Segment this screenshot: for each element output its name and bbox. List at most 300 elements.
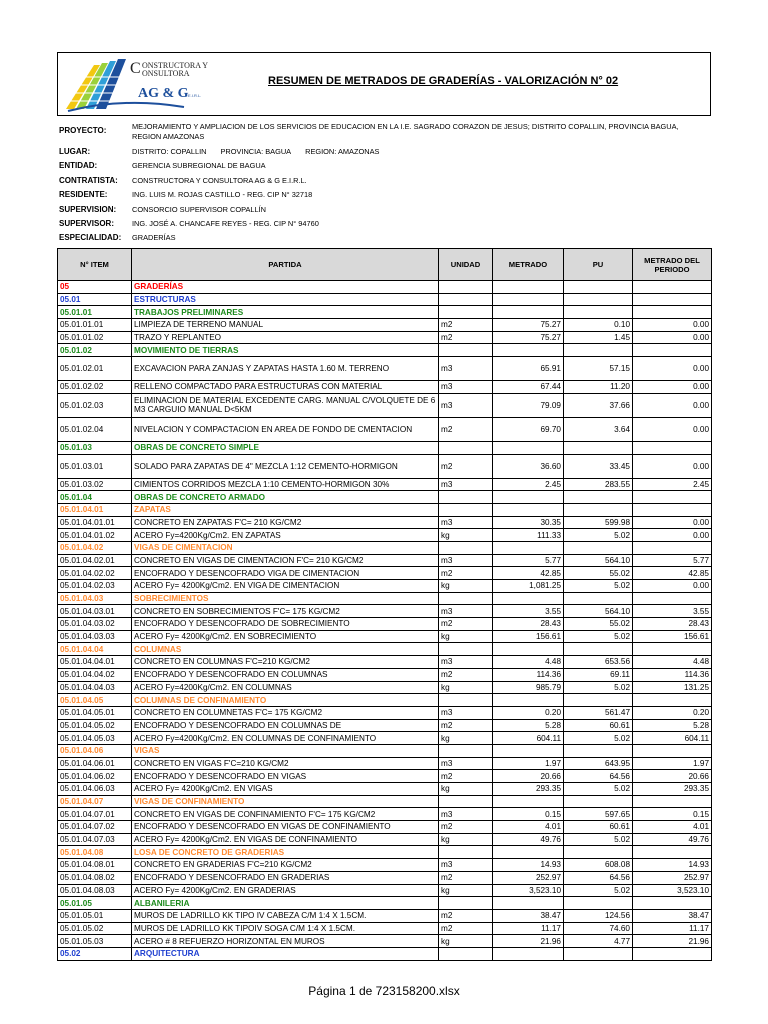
cell-item: 05.01.04.06.01 [58,757,132,770]
cell-metrado: 79.09 [493,393,564,417]
cell-periodo: 0.00 [633,529,712,542]
cell-pu [564,643,633,656]
cell-pu: 55.02 [564,567,633,580]
cell-unidad: kg [439,833,493,846]
info-value-entidad: GERENCIA SUBREGIONAL DE BAGUA [132,161,266,170]
cell-pu [564,491,633,504]
table-row [58,757,712,770]
cell-unidad [439,441,493,454]
table-row [58,821,712,834]
info-label-lugar: LUGAR: [59,147,91,156]
table-row [58,859,712,872]
cell-item: 05.01.02 [58,344,132,357]
cell-pu: 60.61 [564,821,633,834]
cell-partida: OBRAS DE CONCRETO ARMADO [132,491,439,504]
table-row [58,503,712,516]
lugar-distrito: DISTRITO: COPALLIN [132,147,207,156]
table-row [58,909,712,922]
table-row [58,491,712,504]
cell-pu [564,846,633,859]
table-row [58,344,712,357]
info-label-supervisor: SUPERVISOR: [59,219,114,228]
cell-item: 05.01.04.02.01 [58,554,132,567]
cell-pu: 69.11 [564,668,633,681]
cell-unidad: m3 [439,656,493,669]
cell-partida: CONCRETO EN VIGAS F'C=210 KG/CM2 [132,757,439,770]
cell-unidad: m2 [439,922,493,935]
cell-pu: 64.56 [564,770,633,783]
cell-unidad: m3 [439,393,493,417]
logo-line1: ONSTRUCTORA Y [142,61,209,70]
cell-pu: 5.02 [564,833,633,846]
cell-item: 05 [58,281,132,294]
table-row [58,306,712,319]
info-value-supervision: CONSORCIO SUPERVISOR COPALLÍN [132,205,267,214]
cell-periodo: 2.45 [633,478,712,491]
table-row [58,935,712,948]
table-row [58,897,712,910]
cell-unidad: m2 [439,319,493,332]
cell-unidad [439,503,493,516]
cell-partida: ZAPATAS [132,503,439,516]
table-row [58,732,712,745]
cell-partida: TRAZO Y REPLANTEO [132,331,439,344]
cell-partida: ACERO Fy= 4200Kg/Cm2. EN VIGAS DE CONFINAMIENTO [132,833,439,846]
cell-metrado: 30.35 [493,516,564,529]
cell-partida: ARQUITECTURA [132,947,439,960]
table-row [58,808,712,821]
cell-item: 05.02 [58,947,132,960]
cell-metrado [493,503,564,516]
cell-item: 05.01.04.03 [58,592,132,605]
table-row [58,516,712,529]
cell-unidad: m2 [439,770,493,783]
cell-item: 05.01.05 [58,897,132,910]
cell-item: 05.01.04.07 [58,795,132,808]
table-row [58,529,712,542]
info-value-contratista: CONSTRUCTORA Y CONSULTORA AG & G E.I.R.L. [132,176,307,185]
cell-metrado [493,306,564,319]
cell-metrado: 2.45 [493,478,564,491]
cell-unidad [439,795,493,808]
cell-unidad: m3 [439,808,493,821]
cell-unidad: m2 [439,331,493,344]
cell-partida: CONCRETO EN COLUMNAS F'C=210 KG/CM2 [132,656,439,669]
cell-item: 05.01.03.01 [58,454,132,478]
table-row [58,656,712,669]
cell-unidad [439,846,493,859]
table-row [58,554,712,567]
cell-pu: 74.60 [564,922,633,935]
cell-item: 05.01.04.08 [58,846,132,859]
cell-unidad [439,694,493,707]
cell-partida: ACERO Fy= 4200Kg/Cm2. EN VIGAS [132,783,439,796]
cell-periodo: 3.55 [633,605,712,618]
cell-periodo: 114.36 [633,668,712,681]
cell-metrado: 252.97 [493,871,564,884]
cell-periodo: 0.00 [633,381,712,394]
document-header [57,52,711,116]
cell-item: 05.01.04.05.01 [58,706,132,719]
cell-periodo: 42.85 [633,567,712,580]
cell-periodo [633,643,712,656]
cell-metrado: 21.96 [493,935,564,948]
info-value-proyecto: MEJORAMIENTO Y AMPLIACION DE LOS SERVICIOS DE EDUCACION EN LA I.E. SAGRADO CORAZON DE JESUS; DISTRITO COPALLIN, PROVINCIA BAGUA, REGION AMAZONAS [132,122,679,141]
cell-unidad [439,491,493,504]
cell-metrado [493,293,564,306]
cell-item: 05.01.01.02 [58,331,132,344]
cell-partida: ESTRUCTURAS [132,293,439,306]
cell-partida: OBRAS DE CONCRETO SIMPLE [132,441,439,454]
cell-pu: 597.65 [564,808,633,821]
cell-periodo: 0.00 [633,580,712,593]
cell-unidad [439,592,493,605]
cell-metrado: 4.48 [493,656,564,669]
cell-metrado: 293.35 [493,783,564,796]
cell-metrado [493,744,564,757]
cell-partida: VIGAS [132,744,439,757]
cell-item: 05.01.04.07.01 [58,808,132,821]
table-row [58,706,712,719]
cell-pu [564,795,633,808]
table-row [58,393,712,417]
cell-unidad [439,947,493,960]
cell-partida: ACERO # 8 REFUERZO HORIZONTAL EN MUROS [132,935,439,948]
cell-unidad: kg [439,630,493,643]
cell-partida: LIMPIEZA DE TERRENO MANUAL [132,319,439,332]
cell-periodo [633,947,712,960]
table-row [58,719,712,732]
cell-periodo: 0.00 [633,357,712,381]
cell-item: 05.01.04.08.01 [58,859,132,872]
cell-partida: TRABAJOS PRELIMINARES [132,306,439,319]
table-row [58,592,712,605]
cell-item: 05.01.04.01.01 [58,516,132,529]
table-row [58,833,712,846]
cell-metrado: 67.44 [493,381,564,394]
cell-unidad [439,306,493,319]
cell-metrado [493,795,564,808]
cell-unidad [439,281,493,294]
cell-periodo [633,503,712,516]
cell-partida: ENCOFRADO Y DESENCOFRADO VIGA DE CIMENTACION [132,567,439,580]
col-header-unidad: UNIDAD [439,249,493,281]
cell-item: 05.01.05.01 [58,909,132,922]
cell-metrado [493,643,564,656]
cell-partida: ACERO Fy=4200Kg/Cm2. EN ZAPATAS [132,529,439,542]
table-row [58,884,712,897]
cell-partida: COLUMNAS DE CONFINAMIENTO [132,694,439,707]
cell-unidad: kg [439,935,493,948]
info-value-residente: ING. LUIS M. ROJAS CASTILLO - REG. CIP N° 32718 [132,190,313,199]
cell-unidad: m3 [439,516,493,529]
cell-partida: ALBANILERIA [132,897,439,910]
table-row [58,770,712,783]
cell-item: 05.01.04.05 [58,694,132,707]
cell-pu: 643.95 [564,757,633,770]
cell-pu: 5.02 [564,580,633,593]
info-label-residente: RESIDENTE: [59,190,108,199]
cell-pu [564,947,633,960]
cell-periodo [633,293,712,306]
cell-metrado: 38.47 [493,909,564,922]
cell-pu [564,897,633,910]
cell-periodo: 11.17 [633,922,712,935]
cell-pu: 564.10 [564,554,633,567]
table-row [58,630,712,643]
info-value-lugar [132,147,707,157]
cell-unidad: m2 [439,417,493,441]
cell-item: 05.01.04.03.02 [58,618,132,631]
cell-pu: 3.64 [564,417,633,441]
cell-item: 05.01.04.06.02 [58,770,132,783]
cell-periodo [633,795,712,808]
cell-metrado [493,441,564,454]
cell-item: 05.01.04.04 [58,643,132,656]
cell-partida: COLUMNAS [132,643,439,656]
cell-partida: SOBRECIMIENTOS [132,592,439,605]
cell-pu: 561.47 [564,706,633,719]
cell-periodo [633,281,712,294]
table-row [58,744,712,757]
cell-pu: 599.98 [564,516,633,529]
cell-item: 05.01.04.01.02 [58,529,132,542]
cell-metrado: 4.01 [493,821,564,834]
cell-item: 05.01.04.01 [58,503,132,516]
cell-item: 05.01.04.07.02 [58,821,132,834]
cell-item: 05.01.04.07.03 [58,833,132,846]
table-row [58,357,712,381]
cell-periodo: 0.00 [633,331,712,344]
cell-metrado [493,897,564,910]
cell-metrado: 3,523.10 [493,884,564,897]
cell-unidad: m3 [439,478,493,491]
cell-metrado [493,281,564,294]
metrados-table [57,248,712,961]
cell-unidad: m2 [439,909,493,922]
cell-partida: ENCOFRADO Y DESENCOFRADO DE SOBRECIMIENTO [132,618,439,631]
cell-item: 05.01.01 [58,306,132,319]
table-row [58,846,712,859]
table-row [58,580,712,593]
cell-metrado [493,947,564,960]
cell-metrado: 3.55 [493,605,564,618]
table-row [58,319,712,332]
cell-unidad: m2 [439,719,493,732]
metrados-table-wrap [57,248,711,961]
cell-item: 05.01.04.03.01 [58,605,132,618]
cell-metrado [493,694,564,707]
cell-metrado: 28.43 [493,618,564,631]
cell-partida: CONCRETO EN SOBRECIMIENTOS F'C= 175 KG/CM2 [132,605,439,618]
cell-unidad: m3 [439,859,493,872]
cell-periodo: 38.47 [633,909,712,922]
cell-unidad: m2 [439,567,493,580]
cell-unidad [439,541,493,554]
info-label-especialidad: ESPECIALIDAD: [59,233,122,242]
info-value-supervisor: ING. JOSÉ A. CHANCAFE REYES - REG. CIP N° 94760 [132,219,319,228]
cell-unidad [439,643,493,656]
cell-pu [564,344,633,357]
table-row [58,947,712,960]
cell-partida: GRADERÍAS [132,281,439,294]
cell-metrado [493,491,564,504]
cell-item: 05.01.04.02 [58,541,132,554]
cell-metrado [493,541,564,554]
cell-metrado: 1.97 [493,757,564,770]
cell-unidad: m2 [439,618,493,631]
cell-unidad: kg [439,884,493,897]
lugar-region: REGION: AMAZONAS [305,147,380,156]
cell-metrado: 14.93 [493,859,564,872]
cell-partida: ENCOFRADO Y DESENCOFRADO EN COLUMNAS [132,668,439,681]
cell-periodo: 0.00 [633,417,712,441]
cell-pu: 1.45 [564,331,633,344]
cell-pu [564,541,633,554]
cell-pu: 60.61 [564,719,633,732]
cell-metrado [493,344,564,357]
cell-pu: 653.56 [564,656,633,669]
table-row [58,694,712,707]
table-row [58,795,712,808]
cell-metrado [493,592,564,605]
cell-metrado: 69.70 [493,417,564,441]
cell-metrado [493,846,564,859]
cell-partida: CONCRETO EN VIGAS DE CONFINAMIENTO F'C= 175 KG/CM2 [132,808,439,821]
table-header-row [58,249,712,281]
logo-brand: AG & G [138,86,189,101]
cell-pu [564,503,633,516]
cell-metrado: 20.66 [493,770,564,783]
cell-unidad: m2 [439,871,493,884]
cell-partida: RELLENO COMPACTADO PARA ESTRUCTURAS CON MATERIAL [132,381,439,394]
cell-unidad [439,897,493,910]
cell-periodo: 0.00 [633,319,712,332]
cell-periodo: 293.35 [633,783,712,796]
cell-periodo: 156.61 [633,630,712,643]
cell-periodo: 49.76 [633,833,712,846]
cell-pu: 37.66 [564,393,633,417]
cell-unidad: kg [439,732,493,745]
cell-metrado: 75.27 [493,319,564,332]
col-header-partida: PARTIDA [132,249,439,281]
page-footer: Página 1 de 723158200.xlsx [308,984,460,998]
cell-unidad: m3 [439,757,493,770]
table-row [58,331,712,344]
cell-pu [564,694,633,707]
cell-periodo [633,306,712,319]
cell-periodo: 5.77 [633,554,712,567]
table-row [58,567,712,580]
cell-metrado: 36.60 [493,454,564,478]
col-header-pu: PU [564,249,633,281]
cell-partida: VIGAS DE CIMENTACION [132,541,439,554]
cell-metrado: 42.85 [493,567,564,580]
col-header-periodo: METRADO DEL PERIODO [633,249,712,281]
cell-partida: ACERO Fy= 4200Kg/Cm2. EN VIGA DE CIMENTACION [132,580,439,593]
cell-item: 05.01.05.02 [58,922,132,935]
col-header-metrado: METRADO [493,249,564,281]
cell-periodo [633,592,712,605]
cell-periodo [633,441,712,454]
cell-pu: 64.56 [564,871,633,884]
table-row [58,381,712,394]
cell-partida: ACERO Fy= 4200Kg/Cm2. EN GRADERIAS [132,884,439,897]
cell-partida: ENCOFRADO Y DESENCOFRADO EN GRADERIAS [132,871,439,884]
cell-metrado: 5.77 [493,554,564,567]
cell-metrado: 65.91 [493,357,564,381]
cell-periodo: 20.66 [633,770,712,783]
cell-metrado: 75.27 [493,331,564,344]
cell-pu: 57.15 [564,357,633,381]
cell-item: 05.01.04.02.02 [58,567,132,580]
cell-partida: ENCOFRADO Y DESENCOFRADO EN COLUMNAS DE [132,719,439,732]
cell-pu: 5.02 [564,783,633,796]
cell-periodo: 0.00 [633,454,712,478]
cell-item: 05.01.04.05.03 [58,732,132,745]
document-title: RESUMEN DE METRADOS DE GRADERÍAS - VALORIZACIÓN N° 02 [268,75,619,87]
cell-partida: ACERO Fy=4200Kg/Cm2. EN COLUMNAS DE CONFINAMIENTO [132,732,439,745]
table-row [58,605,712,618]
col-header-item: N° ITEM [58,249,132,281]
cell-periodo: 14.93 [633,859,712,872]
cell-unidad [439,293,493,306]
cell-partida: ACERO Fy= 4200Kg/Cm2. EN SOBRECIMIENTO [132,630,439,643]
cell-pu: 4.77 [564,935,633,948]
cell-pu: 124.56 [564,909,633,922]
cell-pu: 11.20 [564,381,633,394]
cell-partida: MUROS DE LADRILLO KK TIPO IV CABEZA C/M 1:4 X 1.5CM. [132,909,439,922]
lugar-provincia: PROVINCIA: BAGUA [220,147,292,156]
cell-item: 05.01.04.06.03 [58,783,132,796]
cell-unidad: m3 [439,357,493,381]
cell-item: 05.01.04.08.02 [58,871,132,884]
cell-periodo: 3,523.10 [633,884,712,897]
cell-pu: 283.55 [564,478,633,491]
cell-periodo [633,897,712,910]
cell-periodo: 131.25 [633,681,712,694]
cell-periodo: 604.11 [633,732,712,745]
cell-pu: 55.02 [564,618,633,631]
cell-item: 05.01.04.06 [58,744,132,757]
cell-partida: CONCRETO EN GRADERIAS F'C=210 KG/CM2 [132,859,439,872]
cell-periodo: 21.96 [633,935,712,948]
cell-periodo [633,541,712,554]
cell-item: 05.01.02.02 [58,381,132,394]
cell-unidad: m3 [439,706,493,719]
table-row [58,681,712,694]
cell-metrado: 1,081.25 [493,580,564,593]
table-row [58,454,712,478]
cell-partida: ELIMINACION DE MATERIAL EXCEDENTE CARG. MANUAL C/VOLQUETE DE 6 M3 CARGUIO MANUAL D<5KM [132,393,439,417]
table-row [58,871,712,884]
cell-metrado: 111.33 [493,529,564,542]
cell-unidad: m3 [439,605,493,618]
cell-item: 05.01.03.02 [58,478,132,491]
cell-pu [564,592,633,605]
info-label-contratista: CONTRATISTA: [59,176,118,185]
cell-periodo: 4.01 [633,821,712,834]
table-row [58,293,712,306]
cell-pu: 564.10 [564,605,633,618]
cell-item: 05.01.05.03 [58,935,132,948]
cell-unidad: m2 [439,454,493,478]
cell-partida: LOSA DE CONCRETO DE GRADERIAS [132,846,439,859]
cell-metrado: 5.28 [493,719,564,732]
cell-partida: CONCRETO EN COLUMNETAS F'C= 175 KG/CM2 [132,706,439,719]
cell-metrado: 0.15 [493,808,564,821]
cell-item: 05.01.04.04.03 [58,681,132,694]
